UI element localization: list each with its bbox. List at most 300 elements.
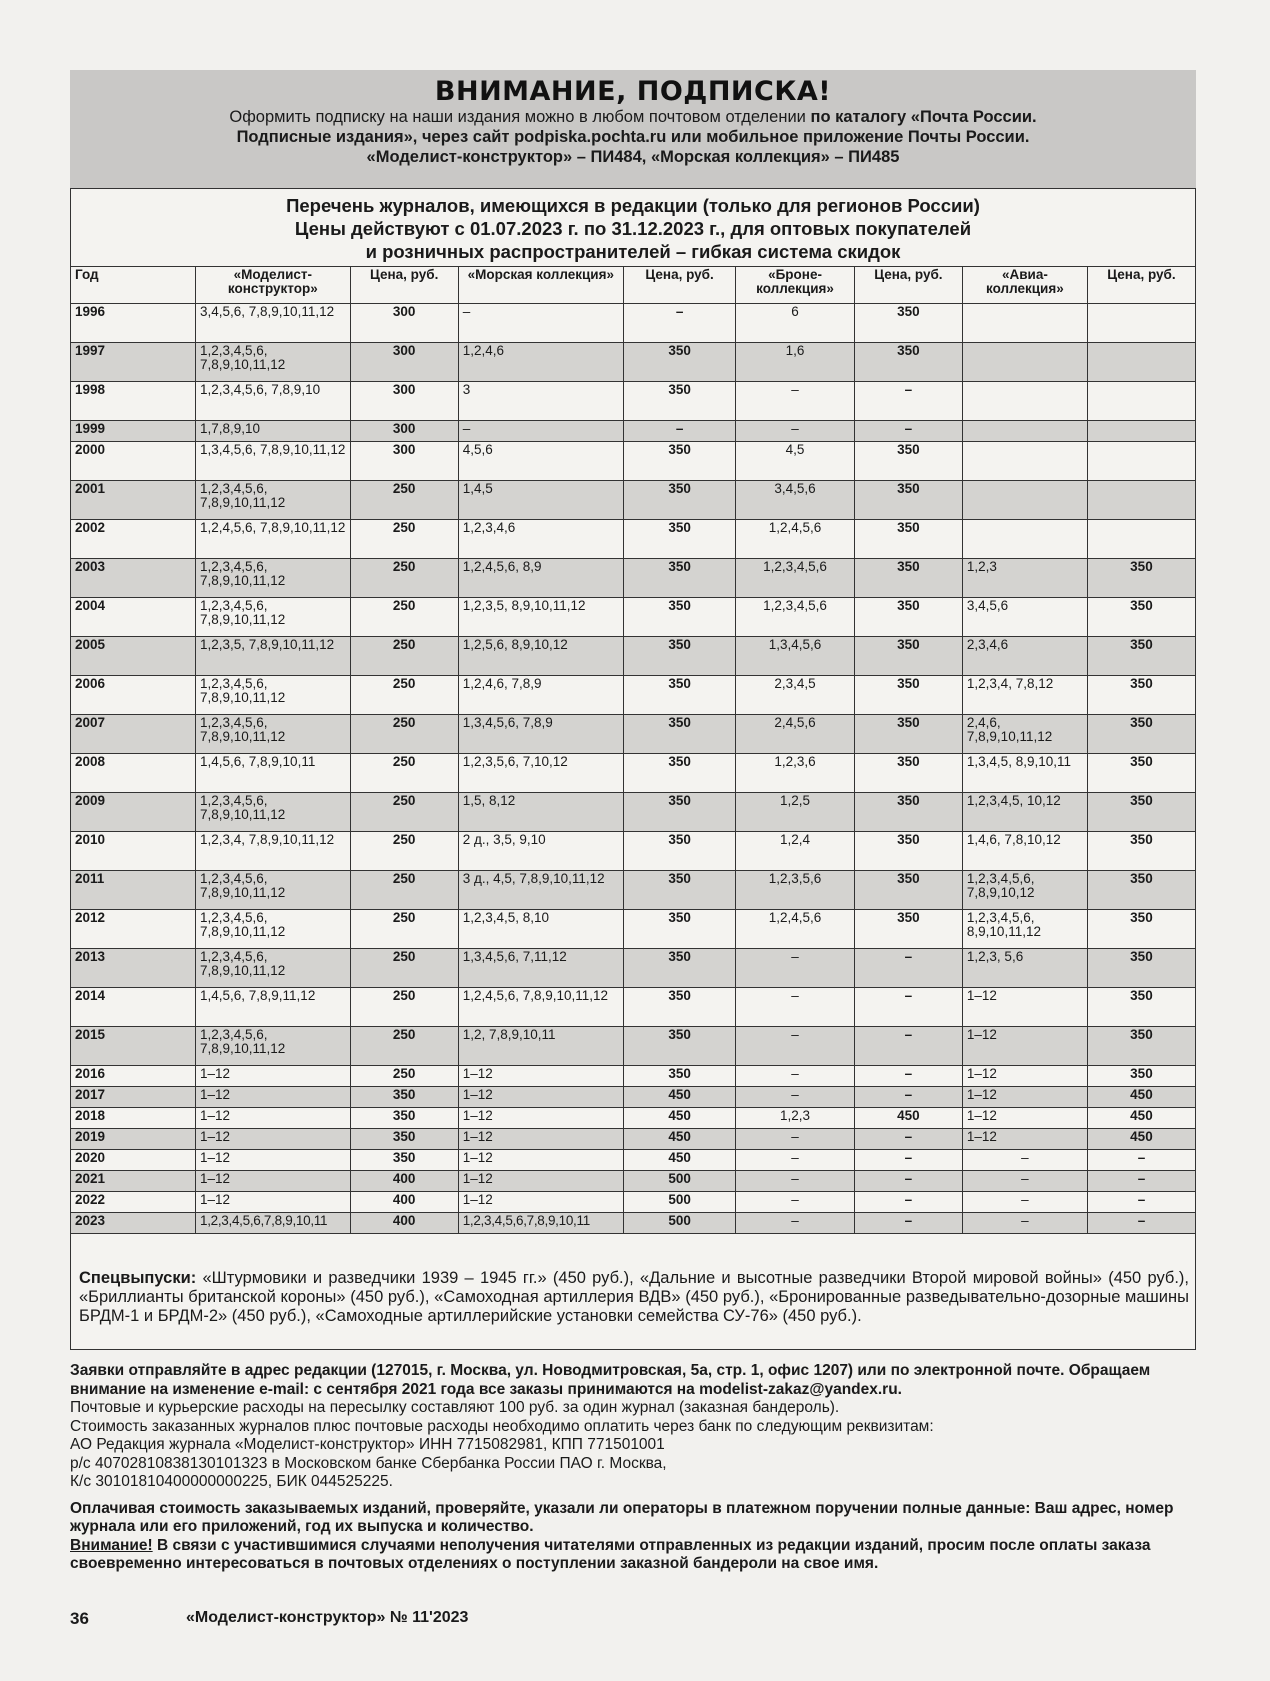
- mk-price-cell: 250: [350, 1066, 458, 1087]
- mk-price-cell: 250: [350, 676, 458, 715]
- year-cell: 2010: [71, 832, 196, 871]
- mor-price-cell: 350: [623, 949, 735, 988]
- avia-price-cell: –: [1087, 1192, 1195, 1213]
- mor-price-cell: 350: [623, 598, 735, 637]
- year-cell: 2013: [71, 949, 196, 988]
- bro-issues-cell: 1,2,4: [736, 832, 855, 871]
- year-cell: 2007: [71, 715, 196, 754]
- mor-price-cell: 450: [623, 1150, 735, 1171]
- mor-price-cell: 450: [623, 1087, 735, 1108]
- mor-price-cell: 350: [623, 559, 735, 598]
- year-cell: 1996: [71, 304, 196, 343]
- mk-price-cell: 300: [350, 382, 458, 421]
- avia-issues-cell: 2,4,6, 7,8,9,10,11,12: [962, 715, 1087, 754]
- special-issues-text: «Штурмовики и разведчики 1939 – 1945 гг.» (450 руб.), «Дальние и высотные разведчики Второй мировой войны» (450 руб.), «Бриллианты британской короны» (450 руб.), «Самоходная артиллерия ВДВ» (450 руб.), «Бронированные разведывательно-дозорные машины БРДМ-1 и БРДМ-2» (450 руб.), «Самоходные артиллерийские установки семейства СУ-76» (450 руб.).: [79, 1269, 1189, 1325]
- year-cell: 1998: [71, 382, 196, 421]
- bro-price-cell: 350: [854, 793, 962, 832]
- bro-price-cell: 350: [854, 637, 962, 676]
- mor-issues-cell: 1,2,5,6, 8,9,10,12: [458, 637, 623, 676]
- bro-issues-cell: –: [736, 1066, 855, 1087]
- table-body: [71, 304, 1196, 1234]
- bro-price-cell: 350: [854, 715, 962, 754]
- table-header-row: [71, 267, 1196, 304]
- mor-issues-cell: 1,2, 7,8,9,10,11: [458, 1027, 623, 1066]
- bro-issues-cell: 1,2,5: [736, 793, 855, 832]
- mor-price-cell: 500: [623, 1171, 735, 1192]
- mk-issues-cell: 1–12: [195, 1066, 350, 1087]
- payment-check-note: Оплачивая стоимость заказываемых изданий, проверяйте, указали ли операторы в платежном поручении полные данные: Ваш адрес, номер журнала или его приложений, год их выпуска и количество.: [70, 1499, 1174, 1535]
- bro-issues-cell: 1,2,3: [736, 1108, 855, 1129]
- table-row: [71, 871, 1196, 910]
- bro-issues-cell: –: [736, 382, 855, 421]
- bro-price-cell: 350: [854, 754, 962, 793]
- mor-price-cell: 350: [623, 637, 735, 676]
- mk-price-cell: 350: [350, 1150, 458, 1171]
- mk-price-cell: 250: [350, 793, 458, 832]
- bro-issues-cell: 1,3,4,5,6: [736, 637, 855, 676]
- avia-issues-cell: 1,2,3: [962, 559, 1087, 598]
- table-row: [71, 754, 1196, 793]
- mk-price-cell: 300: [350, 421, 458, 442]
- avia-price-cell: –: [1087, 1171, 1195, 1192]
- table-row: [71, 481, 1196, 520]
- bro-price-cell: –: [854, 988, 962, 1027]
- mor-price-cell: 350: [623, 442, 735, 481]
- avia-issues-cell: 1–12: [962, 1087, 1087, 1108]
- mk-issues-cell: 1,3,4,5,6, 7,8,9,10,11,12: [195, 442, 350, 481]
- mor-price-cell: 350: [623, 481, 735, 520]
- mk-issues-cell: 1,2,3,4,5,6,7,8,9,10,11: [195, 1213, 350, 1234]
- bro-price-cell: –: [854, 1150, 962, 1171]
- bro-price-cell: 350: [854, 676, 962, 715]
- bro-price-cell: –: [854, 1129, 962, 1150]
- mk-price-cell: 400: [350, 1171, 458, 1192]
- price-list-frame: [70, 188, 1196, 1350]
- attention-label: Внимание!: [70, 1536, 153, 1554]
- avia-issues-cell: 2,3,4,6: [962, 637, 1087, 676]
- mk-issues-cell: 1,2,3,4,5,6, 7,8,9,10,11,12: [195, 598, 350, 637]
- mk-issues-cell: 1,2,3,4,5,6, 7,8,9,10,11,12: [195, 343, 350, 382]
- price-list-caption: [71, 189, 1195, 266]
- avia-issues-cell: 1,2,3, 5,6: [962, 949, 1087, 988]
- bro-price-cell: –: [854, 382, 962, 421]
- avia-issues-cell: [962, 520, 1087, 559]
- bro-price-cell: 350: [854, 559, 962, 598]
- mor-issues-cell: 1,2,3,5,6, 7,10,12: [458, 754, 623, 793]
- avia-issues-cell: –: [962, 1171, 1087, 1192]
- avia-issues-cell: 1–12: [962, 1108, 1087, 1129]
- banner-line-3-text: «Моделист-конструктор» – ПИ484, «Морская коллекция» – ПИ485: [366, 148, 900, 166]
- mk-issues-cell: 1,2,3,4,5,6, 7,8,9,10,11,12: [195, 871, 350, 910]
- mk-issues-cell: 1–12: [195, 1129, 350, 1150]
- mor-price-cell: –: [623, 304, 735, 343]
- mk-price-cell: 250: [350, 949, 458, 988]
- year-cell: 2001: [71, 481, 196, 520]
- avia-price-cell: 350: [1087, 949, 1195, 988]
- bro-issues-cell: –: [736, 988, 855, 1027]
- bro-price-cell: –: [854, 1171, 962, 1192]
- mk-issues-cell: 1,7,8,9,10: [195, 421, 350, 442]
- table-row: [71, 949, 1196, 988]
- year-cell: 2004: [71, 598, 196, 637]
- table-row: [71, 1129, 1196, 1150]
- banner-line-3: [70, 147, 1196, 167]
- bro-issues-cell: –: [736, 1192, 855, 1213]
- bro-issues-cell: 1,2,3,5,6: [736, 871, 855, 910]
- bro-price-cell: –: [854, 421, 962, 442]
- bro-price-cell: –: [854, 1213, 962, 1234]
- mor-price-cell: 350: [623, 754, 735, 793]
- mk-price-cell: 250: [350, 598, 458, 637]
- avia-issues-cell: 1,2,3,4,5,6, 8,9,10,11,12: [962, 910, 1087, 949]
- avia-price-cell: 350: [1087, 832, 1195, 871]
- avia-issues-cell: 1,2,3,4, 7,8,12: [962, 676, 1087, 715]
- mor-price-cell: 350: [623, 832, 735, 871]
- bro-price-cell: 350: [854, 304, 962, 343]
- mk-price-cell: 400: [350, 1192, 458, 1213]
- year-cell: 2018: [71, 1108, 196, 1129]
- avia-price-cell: [1087, 520, 1195, 559]
- year-cell: 2022: [71, 1192, 196, 1213]
- bro-price-cell: –: [854, 1192, 962, 1213]
- year-cell: 2012: [71, 910, 196, 949]
- mor-price-cell: 450: [623, 1108, 735, 1129]
- mor-price-cell: 350: [623, 520, 735, 559]
- year-cell: 2015: [71, 1027, 196, 1066]
- bro-price-cell: 350: [854, 343, 962, 382]
- special-issues: [79, 1269, 1189, 1326]
- table-row: [71, 304, 1196, 343]
- mor-price-cell: 450: [623, 1129, 735, 1150]
- bro-price-cell: 350: [854, 520, 962, 559]
- caption-line-2: Цены действуют с 01.07.2023 г. по 31.12.2023 г., для оптовых покупателей: [294, 218, 972, 239]
- bro-issues-cell: 3,4,5,6: [736, 481, 855, 520]
- avia-issues-cell: 1,2,3,4,5,6, 7,8,9,10,12: [962, 871, 1087, 910]
- table-row: [71, 1213, 1196, 1234]
- avia-issues-cell: 1,3,4,5, 8,9,10,11: [962, 754, 1087, 793]
- avia-price-cell: 450: [1087, 1129, 1195, 1150]
- bro-price-cell: 350: [854, 871, 962, 910]
- mk-issues-cell: 1,2,3,4,5,6, 7,8,9,10,11,12: [195, 481, 350, 520]
- bank-details: К/с 30101810400000000225, БИК 044525225.: [70, 1473, 393, 1490]
- mor-issues-cell: 1–12: [458, 1150, 623, 1171]
- mor-price-cell: 350: [623, 1066, 735, 1087]
- avia-issues-cell: [962, 382, 1087, 421]
- subscription-banner: [70, 70, 1196, 188]
- column-header: «Моделист-конструктор»: [195, 267, 350, 304]
- mk-issues-cell: 1,2,3,4,5,6, 7,8,9,10,11,12: [195, 676, 350, 715]
- mk-price-cell: 250: [350, 637, 458, 676]
- table-row: [71, 988, 1196, 1027]
- mor-price-cell: 350: [623, 988, 735, 1027]
- mk-price-cell: 250: [350, 910, 458, 949]
- year-cell: 2002: [71, 520, 196, 559]
- avia-issues-cell: 1–12: [962, 988, 1087, 1027]
- bank-account: р/с 40702810838130101323 в Московском банке Сбербанка России ПАО г. Москва,: [70, 1454, 667, 1472]
- bro-issues-cell: –: [736, 1213, 855, 1234]
- mk-price-cell: 300: [350, 442, 458, 481]
- banner-line-1: [70, 107, 1196, 127]
- mor-issues-cell: 2 д., 3,5, 9,10: [458, 832, 623, 871]
- bank-recipient: АО Редакция журнала «Моделист-конструктор» ИНН 7715082981, КПП 771501001: [70, 1436, 665, 1453]
- mk-issues-cell: 1,2,3,5, 7,8,9,10,11,12: [195, 637, 350, 676]
- bro-issues-cell: 1,2,3,6: [736, 754, 855, 793]
- avia-price-cell: 450: [1087, 1108, 1195, 1129]
- mor-price-cell: 350: [623, 382, 735, 421]
- bro-issues-cell: 1,2,4,5,6: [736, 520, 855, 559]
- mk-issues-cell: 1,4,5,6, 7,8,9,11,12: [195, 988, 350, 1027]
- column-header: Год: [71, 267, 196, 304]
- mor-price-cell: 500: [623, 1192, 735, 1213]
- mor-issues-cell: 1,5, 8,12: [458, 793, 623, 832]
- avia-price-cell: 350: [1087, 871, 1195, 910]
- mor-issues-cell: 4,5,6: [458, 442, 623, 481]
- table-row: [71, 382, 1196, 421]
- table-row: [71, 793, 1196, 832]
- table-row: [71, 1087, 1196, 1108]
- column-header: Цена, руб.: [854, 267, 962, 304]
- mk-issues-cell: 3,4,5,6, 7,8,9,10,11,12: [195, 304, 350, 343]
- year-cell: 2000: [71, 442, 196, 481]
- mor-issues-cell: 1–12: [458, 1108, 623, 1129]
- price-table: [70, 266, 1196, 1234]
- bro-issues-cell: –: [736, 1087, 855, 1108]
- mk-price-cell: 250: [350, 832, 458, 871]
- table-row: [71, 637, 1196, 676]
- bro-issues-cell: –: [736, 1150, 855, 1171]
- order-info: [70, 1362, 1196, 1574]
- mk-issues-cell: 1,2,4,5,6, 7,8,9,10,11,12: [195, 520, 350, 559]
- mk-issues-cell: 1–12: [195, 1171, 350, 1192]
- banner-title: ВНИМАНИЕ, ПОДПИСКА!: [434, 76, 832, 107]
- avia-issues-cell: 1,2,3,4,5, 10,12: [962, 793, 1087, 832]
- mk-issues-cell: 1,2,3,4, 7,8,9,10,11,12: [195, 832, 350, 871]
- order-address: Заявки отправляйте в адрес редакции (127015, г. Москва, ул. Новодмитровская, 5а, стр. 1, офис 1207) или по электронной почте. Обращаем внимание на изменение e-mail: с сентября 2021 года все заказы принимаются на modelist-zakaz@yandex.ru.: [70, 1362, 1151, 1398]
- year-cell: 2017: [71, 1087, 196, 1108]
- mor-issues-cell: 1,2,4,6: [458, 343, 623, 382]
- mor-issues-cell: 3 д., 4,5, 7,8,9,10,11,12: [458, 871, 623, 910]
- mk-price-cell: 250: [350, 988, 458, 1027]
- table-row: [71, 715, 1196, 754]
- year-cell: 2009: [71, 793, 196, 832]
- bro-issues-cell: 6: [736, 304, 855, 343]
- caption-line-1: Перечень журналов, имеющихся в редакции (только для регионов России): [286, 195, 980, 216]
- banner-line-1-bold: по каталогу «Почта России.: [810, 108, 1037, 126]
- column-header: Цена, руб.: [623, 267, 735, 304]
- column-header: Цена, руб.: [1087, 267, 1195, 304]
- year-cell: 2011: [71, 871, 196, 910]
- mor-issues-cell: –: [458, 421, 623, 442]
- year-cell: 2005: [71, 637, 196, 676]
- mor-issues-cell: 1–12: [458, 1087, 623, 1108]
- mk-price-cell: 250: [350, 520, 458, 559]
- page-number: 36: [70, 1609, 89, 1628]
- mor-issues-cell: 1,2,3,4,5,6,7,8,9,10,11: [458, 1213, 623, 1234]
- mor-issues-cell: 1,4,5: [458, 481, 623, 520]
- bro-price-cell: –: [854, 1087, 962, 1108]
- mor-issues-cell: –: [458, 304, 623, 343]
- mk-price-cell: 300: [350, 304, 458, 343]
- avia-issues-cell: 1–12: [962, 1129, 1087, 1150]
- avia-price-cell: 350: [1087, 676, 1195, 715]
- table-row: [71, 421, 1196, 442]
- bro-issues-cell: –: [736, 1027, 855, 1066]
- avia-issues-cell: 3,4,5,6: [962, 598, 1087, 637]
- avia-price-cell: 350: [1087, 988, 1195, 1027]
- attention-note: [70, 1537, 1196, 1574]
- avia-issues-cell: 1,4,6, 7,8,10,12: [962, 832, 1087, 871]
- year-cell: 2014: [71, 988, 196, 1027]
- mor-price-cell: 350: [623, 871, 735, 910]
- avia-price-cell: 350: [1087, 1066, 1195, 1087]
- mk-issues-cell: 1–12: [195, 1192, 350, 1213]
- year-cell: 2023: [71, 1213, 196, 1234]
- mk-price-cell: 250: [350, 1027, 458, 1066]
- bro-issues-cell: –: [736, 949, 855, 988]
- avia-price-cell: [1087, 481, 1195, 520]
- avia-price-cell: 450: [1087, 1087, 1195, 1108]
- column-header: «Авиа-коллекция»: [962, 267, 1087, 304]
- avia-issues-cell: –: [962, 1150, 1087, 1171]
- journal-issue: «Моделист-конструктор» № 11'2023: [186, 1609, 469, 1626]
- bro-issues-cell: 1,2,4,5,6: [736, 910, 855, 949]
- mk-issues-cell: 1,2,3,4,5,6, 7,8,9,10,11,12: [195, 1027, 350, 1066]
- mor-price-cell: 350: [623, 715, 735, 754]
- mor-price-cell: 500: [623, 1213, 735, 1234]
- table-row: [71, 676, 1196, 715]
- avia-price-cell: [1087, 421, 1195, 442]
- table-row: [71, 1171, 1196, 1192]
- mor-price-cell: –: [623, 421, 735, 442]
- mk-price-cell: 350: [350, 1129, 458, 1150]
- avia-issues-cell: 1–12: [962, 1066, 1087, 1087]
- mk-price-cell: 300: [350, 343, 458, 382]
- bro-price-cell: –: [854, 1027, 962, 1066]
- mor-price-cell: 350: [623, 793, 735, 832]
- mk-price-cell: 250: [350, 754, 458, 793]
- year-cell: 2020: [71, 1150, 196, 1171]
- avia-issues-cell: [962, 442, 1087, 481]
- bro-price-cell: 350: [854, 598, 962, 637]
- mor-price-cell: 350: [623, 1027, 735, 1066]
- bro-price-cell: 450: [854, 1108, 962, 1129]
- shipping-costs: Почтовые и курьерские расходы на пересылку составляют 100 руб. за один журнал (заказная бандероль).: [70, 1399, 840, 1416]
- bro-issues-cell: 2,3,4,5: [736, 676, 855, 715]
- avia-issues-cell: 1–12: [962, 1027, 1087, 1066]
- table-row: [71, 1192, 1196, 1213]
- avia-issues-cell: [962, 343, 1087, 382]
- bro-price-cell: –: [854, 1066, 962, 1087]
- mk-price-cell: 250: [350, 481, 458, 520]
- mor-issues-cell: 1–12: [458, 1192, 623, 1213]
- mk-issues-cell: 1,2,3,4,5,6, 7,8,9,10,11,12: [195, 949, 350, 988]
- mk-price-cell: 250: [350, 559, 458, 598]
- year-cell: 2021: [71, 1171, 196, 1192]
- table-row: [71, 1150, 1196, 1171]
- avia-price-cell: [1087, 304, 1195, 343]
- table-row: [71, 598, 1196, 637]
- bro-issues-cell: 1,2,3,4,5,6: [736, 598, 855, 637]
- table-row: [71, 442, 1196, 481]
- mk-price-cell: 400: [350, 1213, 458, 1234]
- mk-issues-cell: 1,2,3,4,5,6, 7,8,9,10,11,12: [195, 793, 350, 832]
- avia-price-cell: 350: [1087, 754, 1195, 793]
- mor-issues-cell: 1,2,3,4,5, 8,10: [458, 910, 623, 949]
- table-row: [71, 1108, 1196, 1129]
- mk-price-cell: 250: [350, 871, 458, 910]
- avia-price-cell: 350: [1087, 1027, 1195, 1066]
- special-issues-label: Спецвыпуски:: [79, 1269, 197, 1287]
- avia-price-cell: –: [1087, 1213, 1195, 1234]
- bro-price-cell: 350: [854, 910, 962, 949]
- table-row: [71, 1066, 1196, 1087]
- mk-price-cell: 350: [350, 1108, 458, 1129]
- mor-issues-cell: 3: [458, 382, 623, 421]
- bro-price-cell: 350: [854, 481, 962, 520]
- mor-issues-cell: 1,2,4,6, 7,8,9: [458, 676, 623, 715]
- payment-instructions: Стоимость заказанных журналов плюс почтовые расходы необходимо оплатить через банк по следующим реквизитам:: [70, 1417, 934, 1435]
- mk-issues-cell: 1,2,3,4,5,6, 7,8,9,10,11,12: [195, 715, 350, 754]
- avia-price-cell: 350: [1087, 598, 1195, 637]
- avia-price-cell: 350: [1087, 910, 1195, 949]
- mk-issues-cell: 1–12: [195, 1108, 350, 1129]
- year-cell: 2006: [71, 676, 196, 715]
- bro-issues-cell: 2,4,5,6: [736, 715, 855, 754]
- bro-price-cell: –: [854, 949, 962, 988]
- column-header: Цена, руб.: [350, 267, 458, 304]
- table-row: [71, 520, 1196, 559]
- avia-issues-cell: [962, 304, 1087, 343]
- avia-issues-cell: –: [962, 1192, 1087, 1213]
- avia-issues-cell: [962, 481, 1087, 520]
- table-row: [71, 910, 1196, 949]
- bro-issues-cell: –: [736, 1171, 855, 1192]
- avia-issues-cell: –: [962, 1213, 1087, 1234]
- mor-issues-cell: 1,2,3,5, 8,9,10,11,12: [458, 598, 623, 637]
- bro-issues-cell: –: [736, 1129, 855, 1150]
- mk-price-cell: 350: [350, 1087, 458, 1108]
- mk-issues-cell: 1,2,3,4,5,6, 7,8,9,10,11,12: [195, 910, 350, 949]
- mor-price-cell: 350: [623, 343, 735, 382]
- avia-price-cell: 350: [1087, 793, 1195, 832]
- table-row: [71, 1027, 1196, 1066]
- year-cell: 2016: [71, 1066, 196, 1087]
- mor-issues-cell: 1,2,3,4,6: [458, 520, 623, 559]
- mor-price-cell: 350: [623, 676, 735, 715]
- avia-price-cell: –: [1087, 1150, 1195, 1171]
- mk-issues-cell: 1–12: [195, 1087, 350, 1108]
- mk-price-cell: 250: [350, 715, 458, 754]
- bro-issues-cell: –: [736, 421, 855, 442]
- banner-line-2: [70, 127, 1196, 147]
- table-row: [71, 559, 1196, 598]
- mor-issues-cell: 1–12: [458, 1129, 623, 1150]
- column-header: «Морская коллекция»: [458, 267, 623, 304]
- mor-issues-cell: 1–12: [458, 1171, 623, 1192]
- mor-issues-cell: 1–12: [458, 1066, 623, 1087]
- avia-issues-cell: [962, 421, 1087, 442]
- banner-line-1-text: Оформить подписку на наши издания можно в любом почтовом отделении: [229, 108, 811, 126]
- table-row: [71, 832, 1196, 871]
- year-cell: 1999: [71, 421, 196, 442]
- year-cell: 2019: [71, 1129, 196, 1150]
- mk-issues-cell: 1–12: [195, 1150, 350, 1171]
- table-row: [71, 343, 1196, 382]
- mor-issues-cell: 1,2,4,5,6, 8,9: [458, 559, 623, 598]
- year-cell: 1997: [71, 343, 196, 382]
- mor-issues-cell: 1,3,4,5,6, 7,11,12: [458, 949, 623, 988]
- year-cell: 2008: [71, 754, 196, 793]
